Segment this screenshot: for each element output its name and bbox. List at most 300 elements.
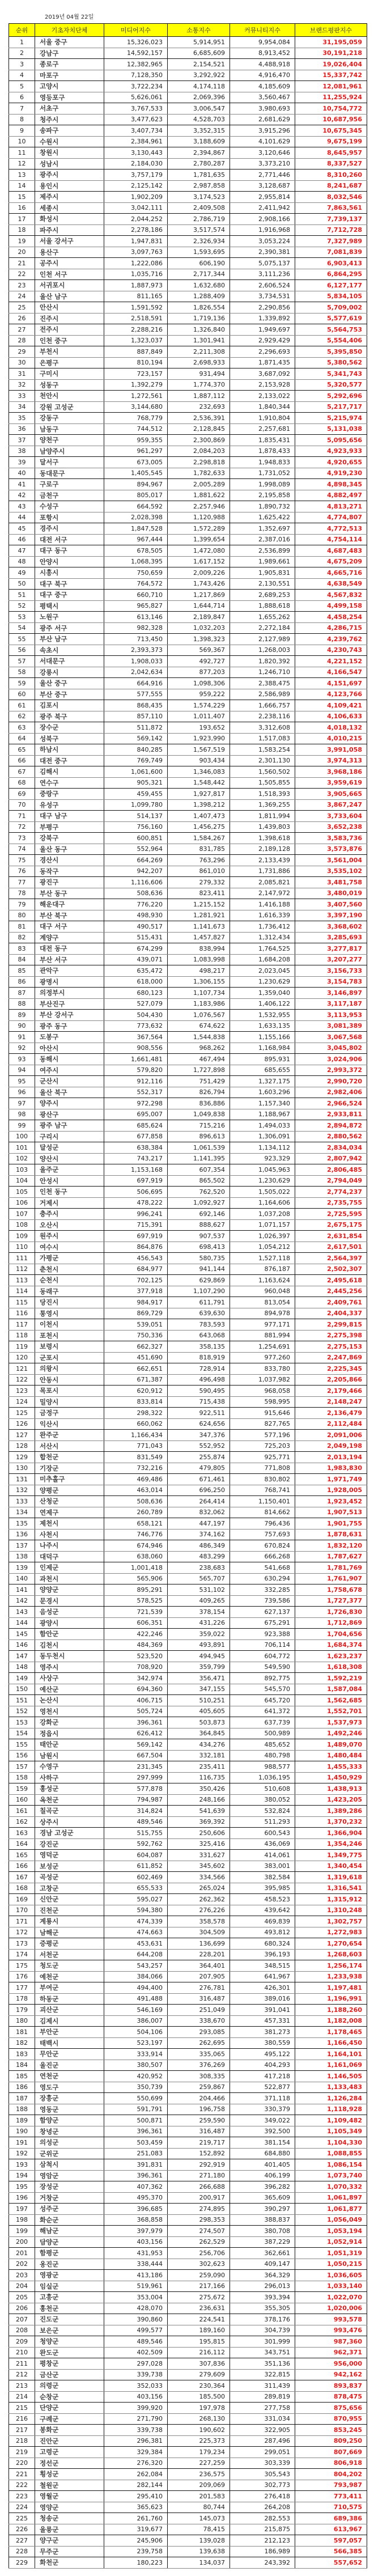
table-row — [9, 1496, 367, 1507]
communication-index-cell: 1,049,838 — [168, 1109, 230, 1120]
table-row — [9, 1750, 367, 1761]
table-row — [9, 2037, 367, 2049]
media-index-cell: 490,517 — [104, 921, 168, 933]
media-index-cell: 3,144,680 — [104, 401, 168, 413]
communication-index-cell: 217,166 — [168, 2281, 230, 2292]
table-row — [9, 468, 367, 479]
table-row — [9, 789, 367, 800]
media-index-cell: 297,028 — [104, 2358, 168, 2370]
community-index-cell: 1,054,212 — [230, 1242, 295, 1253]
municipality-cell: 청송군 — [35, 2513, 104, 2524]
brand-reputation-cell: 3,207,277 — [295, 954, 367, 965]
communication-index-cell: 251,049 — [168, 2005, 230, 2016]
table-row — [9, 1020, 367, 1032]
rank-cell: 81 — [9, 921, 35, 933]
community-index-cell: 675,291 — [230, 1617, 295, 1629]
rank-cell: 224 — [9, 2502, 35, 2513]
media-index-cell: 5,626,061 — [104, 92, 168, 103]
community-index-cell: 1,840,344 — [230, 401, 295, 413]
media-index-cell: 422,246 — [104, 1629, 168, 1640]
communication-index-cell: 1,593,695 — [168, 247, 230, 258]
communication-index-cell: 185,500 — [168, 2391, 230, 2403]
brand-reputation-cell: 1,146,505 — [295, 2071, 367, 2082]
municipality-cell: 양천구 — [35, 435, 104, 446]
municipality-cell: 파주시 — [35, 224, 104, 236]
media-index-cell: 638,384 — [104, 1142, 168, 1154]
table-row — [9, 2126, 367, 2137]
table-row — [9, 70, 367, 81]
brand-reputation-cell: 1,088,855 — [295, 2148, 367, 2159]
media-index-cell: 664,269 — [104, 855, 168, 866]
municipality-cell: 창원시 — [35, 147, 104, 159]
municipality-cell: 해남군 — [35, 2226, 104, 2237]
municipality-cell: 김해시 — [35, 766, 104, 778]
communication-index-cell: 3,188,609 — [168, 136, 230, 147]
rank-cell: 47 — [9, 545, 35, 557]
communication-index-cell: 832,062 — [168, 1507, 230, 1518]
rank-cell: 25 — [9, 302, 35, 313]
rank-cell: 41 — [9, 479, 35, 490]
municipality-cell: 괴산군 — [35, 2005, 104, 2016]
municipality-cell: 춘천시 — [35, 1264, 104, 1275]
municipality-cell: 장수군 — [35, 722, 104, 734]
media-index-cell: 660,062 — [104, 1418, 168, 1430]
media-index-cell: 498,930 — [104, 910, 168, 921]
community-index-cell: 1,616,339 — [230, 910, 295, 921]
communication-index-cell: 1,927,817 — [168, 789, 230, 800]
media-index-cell: 180,223 — [104, 2557, 168, 2569]
communication-index-cell: 196,758 — [168, 2104, 230, 2115]
communication-index-cell: 865,502 — [168, 1175, 230, 1187]
brand-reputation-cell: 3,867,247 — [295, 799, 367, 811]
media-index-cell: 721,539 — [104, 1607, 168, 1618]
table-row — [9, 1109, 367, 1120]
rank-cell: 132 — [9, 1485, 35, 1496]
community-index-cell: 1,731,052 — [230, 468, 295, 479]
media-index-cell: 2,278,186 — [104, 224, 168, 236]
table-row — [9, 2259, 367, 2270]
table-row — [9, 1850, 367, 1861]
municipality-cell: 단양군 — [35, 2403, 104, 2414]
rank-cell: 20 — [9, 247, 35, 258]
brand-reputation-cell: 1,256,174 — [295, 1960, 367, 1972]
table-row — [9, 1242, 367, 1253]
community-index-cell: 404,293 — [230, 2060, 295, 2071]
brand-reputation-cell: 6,903,413 — [295, 258, 367, 269]
communication-index-cell: 152,892 — [168, 2148, 230, 2159]
table-row — [9, 1286, 367, 1297]
table-row — [9, 1540, 367, 1552]
rank-cell: 4 — [9, 70, 35, 81]
table-row — [9, 512, 367, 523]
municipality-cell: 강북구 — [35, 833, 104, 844]
table-row — [9, 766, 367, 778]
media-index-cell: 982,328 — [104, 622, 168, 634]
rank-cell: 32 — [9, 379, 35, 391]
communication-index-cell: 2,154,521 — [168, 59, 230, 70]
municipality-cell: 남원시 — [35, 1750, 104, 1761]
brand-reputation-cell: 3,968,186 — [295, 766, 367, 778]
communication-index-cell: 2,084,203 — [168, 446, 230, 457]
media-index-cell: 984,917 — [104, 1297, 168, 1308]
community-index-cell: 1,560,502 — [230, 766, 295, 778]
media-index-cell: 494,400 — [104, 1982, 168, 1994]
municipality-cell: 강진군 — [35, 1838, 104, 1850]
brand-reputation-cell: 8,310,260 — [295, 170, 367, 181]
brand-reputation-cell: 2,564,397 — [295, 1253, 367, 1264]
table-row — [9, 866, 367, 877]
table-row — [9, 1153, 367, 1164]
community-index-cell: 1,352,697 — [230, 523, 295, 535]
rank-cell: 210 — [9, 2347, 35, 2358]
media-index-cell: 959,355 — [104, 435, 168, 446]
brand-reputation-cell: 1,036,605 — [295, 2270, 367, 2281]
brand-reputation-cell: 3,156,733 — [295, 965, 367, 977]
media-index-cell: 271,790 — [104, 2413, 168, 2425]
communication-index-cell: 195,815 — [168, 2336, 230, 2348]
table-row — [9, 1341, 367, 1353]
brand-reputation-cell: 1,270,654 — [295, 1938, 367, 1950]
table-row — [9, 1551, 367, 1562]
media-index-cell: 667,504 — [104, 1750, 168, 1761]
municipality-cell: 진도군 — [35, 2314, 104, 2325]
communication-index-cell: 235,411 — [168, 1761, 230, 1773]
communication-index-cell: 248,166 — [168, 1794, 230, 1806]
table-row — [9, 833, 367, 844]
community-index-cell: 2,929,429 — [230, 335, 295, 346]
municipality-cell: 평창군 — [35, 2358, 104, 2370]
brand-reputation-cell: 2,148,247 — [295, 1396, 367, 1408]
media-index-cell: 569,142 — [104, 733, 168, 744]
rank-cell: 168 — [9, 1883, 35, 1894]
brand-reputation-cell: 4,499,158 — [295, 600, 367, 612]
brand-reputation-cell: 6,127,177 — [295, 280, 367, 291]
brand-reputation-cell: 10,687,956 — [295, 114, 367, 125]
communication-index-cell: 877,203 — [168, 667, 230, 678]
rank-cell: 158 — [9, 1772, 35, 1783]
communication-index-cell: 922,511 — [168, 1408, 230, 1419]
communication-index-cell: 307,836 — [168, 2358, 230, 2370]
communication-index-cell: 1,183,986 — [168, 998, 230, 1010]
brand-reputation-cell: 4,665,716 — [295, 567, 367, 579]
media-index-cell: 810,194 — [104, 357, 168, 368]
community-index-cell: 577,196 — [230, 1430, 295, 1441]
communication-index-cell: 369,392 — [168, 1816, 230, 1828]
brand-reputation-cell: 4,239,762 — [295, 634, 367, 645]
communication-index-cell: 1,092,927 — [168, 1197, 230, 1209]
brand-reputation-cell: 30,191,218 — [295, 48, 367, 59]
community-index-cell: 391,041 — [230, 2005, 295, 2016]
communication-index-cell: 2,326,934 — [168, 236, 230, 247]
brand-reputation-cell: 1,164,101 — [295, 2049, 367, 2060]
community-index-cell: 332,285 — [230, 1584, 295, 1596]
table-row — [9, 457, 367, 468]
municipality-cell: 칠곡군 — [35, 1806, 104, 1817]
media-index-cell: 674,299 — [104, 943, 168, 955]
municipality-cell: 성북구 — [35, 733, 104, 744]
media-index-cell: 463,014 — [104, 1485, 168, 1496]
brand-reputation-cell: 2,091,006 — [295, 1430, 367, 1441]
rank-cell: 112 — [9, 1264, 35, 1275]
communication-index-cell: 189,160 — [168, 2325, 230, 2336]
municipality-cell: 익산시 — [35, 1418, 104, 1430]
community-index-cell: 364,329 — [230, 2270, 295, 2281]
municipality-cell: 영동군 — [35, 2104, 104, 2115]
media-index-cell: 1,908,033 — [104, 656, 168, 667]
brand-reputation-cell: 3,277,817 — [295, 943, 367, 955]
media-index-cell: 515,431 — [104, 932, 168, 943]
table-row — [9, 899, 367, 910]
municipality-cell: 양구군 — [35, 2535, 104, 2547]
media-index-cell: 961,297 — [104, 446, 168, 457]
media-index-cell: 715,391 — [104, 1219, 168, 1231]
rank-cell: 170 — [9, 1905, 35, 1916]
rank-cell: 96 — [9, 1087, 35, 1098]
community-index-cell: 500,989 — [230, 1728, 295, 1739]
table-row — [9, 2159, 367, 2171]
rank-cell: 110 — [9, 1242, 35, 1253]
brand-reputation-cell: 942,162 — [295, 2369, 367, 2380]
rank-cell: 92 — [9, 1043, 35, 1054]
communication-index-cell: 431,226 — [168, 1617, 230, 1629]
rank-cell: 62 — [9, 711, 35, 722]
media-index-cell: 406,715 — [104, 1695, 168, 1706]
municipality-cell: 서천군 — [35, 1949, 104, 1960]
header-municipality: 기초자치단체 — [35, 24, 104, 37]
brand-reputation-cell: 3,652,238 — [295, 821, 367, 833]
communication-index-cell: 2,786,719 — [168, 214, 230, 225]
brand-reputation-cell: 4,286,715 — [295, 622, 367, 634]
table-row — [9, 888, 367, 899]
communication-index-cell: 2,300,869 — [168, 435, 230, 446]
brand-reputation-cell: 1,166,450 — [295, 2037, 367, 2049]
municipality-cell: 수원시 — [35, 136, 104, 147]
table-row — [9, 136, 367, 147]
media-index-cell: 500,871 — [104, 2115, 168, 2126]
municipality-cell: 보령시 — [35, 1341, 104, 1353]
communication-index-cell: 503,873 — [168, 1717, 230, 1728]
rank-cell: 44 — [9, 512, 35, 523]
community-index-cell: 1,518,393 — [230, 789, 295, 800]
rank-cell: 228 — [9, 2546, 35, 2557]
communication-index-cell: 2,069,396 — [168, 92, 230, 103]
community-index-cell: 757,693 — [230, 1529, 295, 1540]
community-index-cell: 4,488,918 — [230, 59, 295, 70]
rank-cell: 77 — [9, 877, 35, 888]
community-index-cell: 532,824 — [230, 1806, 295, 1817]
communication-index-cell: 1,217,869 — [168, 590, 230, 601]
municipality-cell: 오산시 — [35, 1219, 104, 1231]
community-index-cell: 303,339 — [230, 2458, 295, 2469]
brand-reputation-cell: 1,316,541 — [295, 1883, 367, 1894]
communication-index-cell: 498,217 — [168, 965, 230, 977]
rank-cell: 79 — [9, 899, 35, 910]
municipality-cell: 안양시 — [35, 556, 104, 567]
community-index-cell: 2,238,116 — [230, 711, 295, 722]
rank-cell: 106 — [9, 1197, 35, 1209]
table-row — [9, 446, 367, 457]
rank-cell: 56 — [9, 645, 35, 656]
municipality-cell: 대구 동구 — [35, 545, 104, 557]
rank-cell: 219 — [9, 2447, 35, 2458]
communication-index-cell: 552,952 — [168, 1440, 230, 1452]
community-index-cell: 796,436 — [230, 1518, 295, 1530]
community-index-cell: 264,208 — [230, 2502, 295, 2513]
media-index-cell: 402,509 — [104, 2347, 168, 2358]
municipality-cell: 무주군 — [35, 2546, 104, 2557]
brand-reputation-cell: 9,675,199 — [295, 136, 367, 147]
media-index-cell: 908,556 — [104, 1043, 168, 1054]
brand-reputation-cell: 3,285,693 — [295, 932, 367, 943]
rank-cell: 39 — [9, 457, 35, 468]
table-row — [9, 1098, 367, 1109]
table-row — [9, 1794, 367, 1806]
municipality-cell: 함안군 — [35, 1629, 104, 1640]
communication-index-cell: 266,688 — [168, 2181, 230, 2193]
community-index-cell: 436,069 — [230, 1838, 295, 1850]
media-index-cell: 523,197 — [104, 2037, 168, 2049]
table-row — [9, 479, 367, 490]
community-index-cell: 2,023,045 — [230, 965, 295, 977]
brand-reputation-cell: 3,024,906 — [295, 1054, 367, 1065]
community-index-cell: 1,603,296 — [230, 1087, 295, 1098]
community-index-cell: 1,948,833 — [230, 457, 295, 468]
community-index-cell: 401,405 — [230, 2159, 295, 2171]
rank-cell: 133 — [9, 1496, 35, 1507]
media-index-cell: 2,393,373 — [104, 645, 168, 656]
table-row — [9, 634, 367, 645]
table-row — [9, 2115, 367, 2126]
community-index-cell: 1,071,157 — [230, 1219, 295, 1231]
communication-index-cell: 3,517,574 — [168, 224, 230, 236]
rank-cell: 116 — [9, 1308, 35, 1319]
communication-index-cell: 3,006,547 — [168, 103, 230, 115]
community-index-cell: 814,662 — [230, 1507, 295, 1518]
communication-index-cell: 1,457,827 — [168, 932, 230, 943]
brand-reputation-cell: 1,061,877 — [295, 2204, 367, 2215]
community-index-cell: 495,122 — [230, 2049, 295, 2060]
rank-cell: 105 — [9, 1187, 35, 1198]
community-index-cell: 541,668 — [230, 1562, 295, 1574]
media-index-cell: 613,146 — [104, 612, 168, 623]
media-index-cell: 869,729 — [104, 1308, 168, 1319]
community-index-cell: 895,931 — [230, 1054, 295, 1065]
rank-cell: 197 — [9, 2204, 35, 2215]
communication-index-cell: 1,326,840 — [168, 324, 230, 336]
communication-index-cell: 1,407,473 — [168, 811, 230, 822]
community-index-cell: 1,583,254 — [230, 744, 295, 756]
brand-reputation-cell: 1,592,219 — [295, 1673, 367, 1684]
community-index-cell: 1,888,618 — [230, 600, 295, 612]
rank-cell: 11 — [9, 147, 35, 159]
table-row — [9, 612, 367, 623]
community-index-cell: 3,111,236 — [230, 269, 295, 280]
communication-index-cell: 896,613 — [168, 1131, 230, 1142]
table-row — [9, 2314, 367, 2325]
rank-cell: 82 — [9, 932, 35, 943]
brand-reputation-cell: 12,081,961 — [295, 81, 367, 92]
table-row — [9, 954, 367, 965]
municipality-cell: 경남 고성군 — [35, 1828, 104, 1839]
municipality-cell: 목포시 — [35, 1386, 104, 1397]
community-index-cell: 1,339,892 — [230, 313, 295, 324]
municipality-cell: 충주시 — [35, 1209, 104, 1220]
municipality-cell: 부산 강서구 — [35, 1010, 104, 1021]
rank-cell: 212 — [9, 2369, 35, 2380]
municipality-cell: 울산 중구 — [35, 678, 104, 689]
community-index-cell: 331,034 — [230, 2413, 295, 2425]
community-index-cell: 627,137 — [230, 1607, 295, 1618]
communication-index-cell: 1,887,112 — [168, 391, 230, 402]
communication-index-cell: 2,257,946 — [168, 501, 230, 512]
media-index-cell: 1,591,592 — [104, 302, 168, 313]
media-index-cell: 680,123 — [104, 988, 168, 999]
municipality-cell: 청주시 — [35, 114, 104, 125]
media-index-cell: 546,169 — [104, 2005, 168, 2016]
brand-reputation-cell: 2,495,618 — [295, 1275, 367, 1286]
municipality-cell: 사하구 — [35, 1772, 104, 1783]
rank-cell: 104 — [9, 1175, 35, 1187]
municipality-cell: 완주군 — [35, 1430, 104, 1441]
rank-cell: 229 — [9, 2557, 35, 2569]
brand-reputation-cell: 1,423,205 — [295, 1794, 367, 1806]
municipality-cell: 양주시 — [35, 1098, 104, 1109]
municipality-cell: 공주시 — [35, 258, 104, 269]
community-index-cell: 923,329 — [230, 1153, 295, 1164]
brand-reputation-cell: 2,933,811 — [295, 1109, 367, 1120]
community-index-cell: 380,708 — [230, 2226, 295, 2237]
rank-cell: 163 — [9, 1828, 35, 1839]
rank-cell: 213 — [9, 2380, 35, 2392]
municipality-cell: 군산시 — [35, 1076, 104, 1087]
community-index-cell: 2,681,629 — [230, 114, 295, 125]
community-index-cell: 1,527,118 — [230, 1253, 295, 1264]
communication-index-cell: 3,352,315 — [168, 125, 230, 137]
table-row — [9, 335, 367, 346]
table-row — [9, 1739, 367, 1751]
community-index-cell: 1,369,255 — [230, 799, 295, 811]
table-row — [9, 1330, 367, 1341]
rank-cell: 128 — [9, 1440, 35, 1452]
communication-index-cell: 193,652 — [168, 722, 230, 734]
rank-cell: 214 — [9, 2391, 35, 2403]
table-row — [9, 1308, 367, 1319]
community-index-cell: 458,523 — [230, 1894, 295, 1905]
brand-reputation-cell: 4,123,766 — [295, 689, 367, 700]
table-row — [9, 2491, 367, 2502]
brand-reputation-cell: 5,131,038 — [295, 423, 367, 435]
rank-cell: 198 — [9, 2214, 35, 2226]
rank-cell: 42 — [9, 490, 35, 501]
municipality-cell: 제주시 — [35, 192, 104, 203]
communication-index-cell: 643,068 — [168, 1330, 230, 1341]
brand-reputation-cell: 1,480,484 — [295, 1750, 367, 1761]
municipality-cell: 서대문구 — [35, 656, 104, 667]
rank-cell: 103 — [9, 1164, 35, 1176]
brand-reputation-cell: 2,880,562 — [295, 1131, 367, 1142]
communication-index-cell: 1,644,714 — [168, 600, 230, 612]
communication-index-cell: 276,781 — [168, 1982, 230, 1994]
media-index-cell: 618,000 — [104, 976, 168, 988]
table-row — [9, 2005, 367, 2016]
rank-cell: 66 — [9, 755, 35, 766]
media-index-cell: 495,370 — [104, 2192, 168, 2204]
rank-cell: 167 — [9, 1872, 35, 1883]
municipality-cell: 서울 중구 — [35, 37, 104, 48]
rank-cell: 222 — [9, 2480, 35, 2491]
community-index-cell: 4,101,629 — [230, 136, 295, 147]
municipality-cell: 금정구 — [35, 1408, 104, 1419]
